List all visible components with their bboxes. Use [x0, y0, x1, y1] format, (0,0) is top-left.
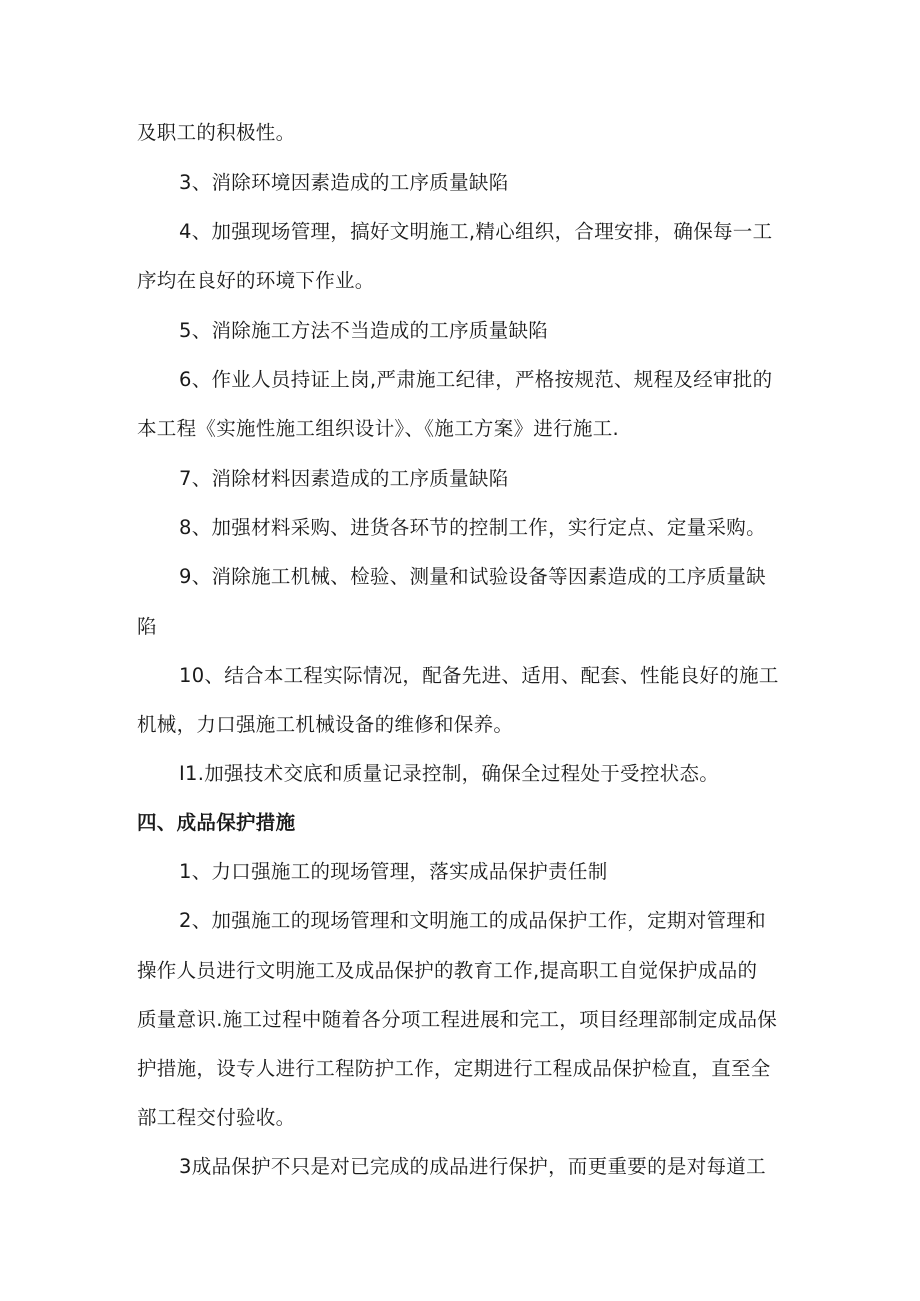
- text-line: 机械，力口强施工机械设备的维修和保养。: [137, 713, 514, 736]
- text-line: 质量意识.施工过程中随着各分项工程进展和完工，项目经理部制定成品保: [137, 1008, 778, 1031]
- text-line: 本工程《实施性施工组织设计》、《施工方案》进行施工.: [137, 417, 619, 440]
- text-line: 9、消除施工机械、检验、测量和试验设备等因素造成的工序质量缺: [179, 565, 766, 588]
- text-line: 7、消除材料因素造成的工序质量缺陷: [179, 467, 509, 490]
- text-line: 护措施，设专人进行工程防护工作，定期进行工程成品保护检直，直至全: [137, 1057, 771, 1080]
- section-heading: 四、成品保护措施: [137, 811, 296, 834]
- text-line: 3、消除环境因素造成的工序质量缺陷: [179, 171, 509, 194]
- text-line: 及职工的积极性。: [137, 121, 296, 144]
- text-line: 陷: [137, 615, 157, 638]
- text-line: I1.加强技术交底和质量记录控制，确保全过程处于受控状态。: [179, 762, 720, 785]
- text-line: 部工程交付验收。: [137, 1106, 296, 1129]
- text-line: 5、消除施工方法不当造成的工序质量缺陷: [179, 319, 549, 342]
- text-line: 4、加强现场管理，搞好文明施工,精心组织，合理安排，确保每一工: [179, 220, 773, 243]
- text-line: 8、加强材料采购、进货各环节的控制工作，实行定点、定量采购。: [179, 516, 766, 539]
- text-line: 10、结合本工程实际情况，配备先进、适用、配套、性能良好的施工: [179, 664, 779, 687]
- text-line: 1、力口强施工的现场管理，落实成品保护责任制: [179, 860, 608, 883]
- text-line: 2、加强施工的现场管理和文明施工的成品保护工作，定期对管理和: [179, 909, 766, 932]
- text-line: 6、作业人员持证上岗,严肃施工纪律，严格按规范、规程及经审批的: [179, 368, 773, 391]
- text-line: 操作人员进行文明施工及成品保护的教育工作,提高职工自觉保护成品的: [137, 959, 758, 982]
- text-line: 序均在良好的环境下作业。: [137, 269, 375, 292]
- text-line: 3成品保护不只是对已完成的成品进行保护，而更重要的是对每道工: [179, 1155, 766, 1178]
